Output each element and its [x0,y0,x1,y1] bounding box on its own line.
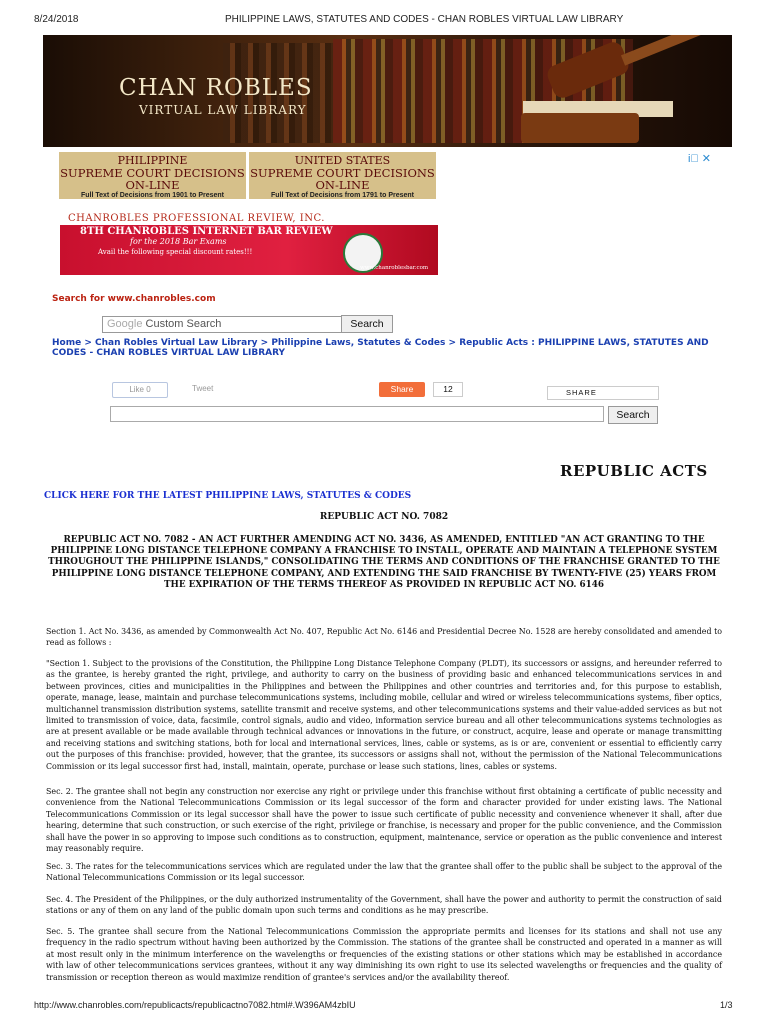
ad-line: CHANROBLES PROFESSIONAL REVIEW, INC. [68,213,325,224]
print-date: 8/24/2018 [34,14,79,25]
ad-line: www.chanroblesbar.com [360,265,429,271]
ad-line: Full Text of Decisions from 1901 to Present [80,191,225,199]
latest-laws-link[interactable]: CLICK HERE FOR THE LATEST PHILIPPINE LAWS, STATUTES & CODES [44,491,412,501]
addthis-label: SHARE [566,388,597,397]
act-number: REPUBLIC ACT NO. 7082 [319,512,449,522]
facebook-like-button[interactable]: Like 0 [112,382,168,398]
google-search-input[interactable] [102,316,342,333]
bar-review-ad[interactable] [60,213,438,275]
page-number: 1/3 [720,1000,733,1010]
tweet-button[interactable]: Tweet [192,384,214,393]
section-paragraph: "Section 1. Subject to the provisions of the Constitution, the Philippine Long Distance Telephone Company (PLDT), its successors or assigns, and hereunder referred to as the grantee, is hereby granted the right, privilege, and authority to carry on the business of providing basic and enhanced telecommunications services in and between provinces, cities and municipalities in the Philippines and between the Philippines and other countries and territories and, for this purpose to establish, operate, manage, lease, maintain and purchase telecommunications systems, including mobile, cellular and wired or wireless telecommunications systems, fiber optics, multichannel transmission distribution systems, satellite transmit and receive systems, and other telecommunications systems and their value-added services as but not limited to transmission of voice, data, facsimile, control signals, audio and video, information service bureau and all other telecommunications systems technologies as are at present available or be made available through technical advances or innovations in the future, or construct, acquire, lease and operate or manage transmitting and receiving stations and switching stations, both for local and international services, lines, cable or systems, as is or are, convenient or essential to efficiently carry out the purposes of this franchise: provided, however, that the grantee, its successors or assigns shall not, without the permission of the National Telecommunications Commission or its legal successor first had, install, maintain, operate, purchase or lease such stations, lines, cables or systems. [46,659,722,771]
breadcrumb[interactable]: Home > Chan Robles Virtual Law Library > Philippine Laws, Statutes & Codes > Republic Acts : PHILIPPINE LAWS, STATUTES AND CODES - CHAN ROBLES VIRTUAL LAW LIBRARY [52,338,709,358]
page-heading: REPUBLIC ACTS [560,462,708,480]
search-placeholder: Custom Search [145,318,222,330]
gavel-base-image [521,113,639,143]
ad-line: Full Text of Decisions from 1791 to Present [270,191,415,199]
google-search-button[interactable]: Search [341,315,393,333]
section-paragraph: Section 1. Act No. 3436, as amended by Commonwealth Act No. 407, Republic Act No. 6146 and Presidential Decree No. 1528 are hereby consolidated and amended to read as follows : [46,627,722,648]
site-banner[interactable] [43,35,732,147]
site-subtitle: VIRTUAL LAW LIBRARY [139,103,307,117]
ad-line: PHILIPPINE [117,154,188,167]
ad-line: SUPREME COURT DECISIONS [250,165,435,180]
ad-ph-supreme-court[interactable] [59,152,246,199]
ad-line: ON-LINE [125,177,180,192]
site-search-input[interactable] [110,406,604,422]
site-brand: CHAN ROBLES [119,75,313,101]
ad-line: Avail the following special discount rates!!! [98,248,253,256]
section-paragraph: Sec. 3. The rates for the telecommunications services which are regulated under the law that the grantee shall offer to the public shall be subject to the approval of the National Telecommunications Commission or its legal successor. [46,862,722,883]
section-paragraph: Sec. 2. The grantee shall not begin any construction nor exercise any right or privilege under this franchise without first obtaining a certificate of public necessity and convenience from the National Telecommunications Commission or its legal successor of the form and character provided for under existing laws. The National Telecommunications Commission or its legal successor shall have the power to issue such certificate of public necessity and convenience whenever it shall, after due hearing, determine that such construction, or such exercise of the right, privilege or franchise, is necessary and proper for the public convenience, and the Commission shall have the power in so approving to impose such conditions as to construction, equipment, maintenance, service or operation as the public convenience and interest may reasonably require. [46,787,722,854]
section-paragraph: Sec. 5. The grantee shall secure from the National Telecommunications Commission the appropriate permits and licenses for its stations and shall not use any frequency in the radio spectrum without having been authorized by the Commission. The stations of the grantee shall be constructed and operated in a manner as will at most result only in the minimum interference on the wavelengths or frequencies of the existing stations or other stations which may be established in accordance with law of other telecommunications services grantees, without it any way diminishing its own right to use its selected wavelengths or frequencies and the quality of transmission or reception thereon as would maximize rendition of grantee's services and/or the availability thereof. [46,927,722,982]
act-title: REPUBLIC ACT NO. 7082 - AN ACT FURTHER AMENDING ACT NO. 3436, AS AMENDED, ENTITLED "AN ACT GRANTING TO THE PHILIPPINE LONG DISTANCE TELEPHONE COMPANY A FRANCHISE TO INSTALL, OPERATE AND MAINTAIN A TELEPHONE SYSTEM THROUGHOUT THE PHILIPPINE ISLANDS," CONSOLIDATING THE TERMS AND CONDITIONS OF THE FRANCHISE GRANTED TO THE PHILIPPINE LONG DISTANCE TELEPHONE COMPANY, AND EXTENDING THE SAID FRANCHISE BY TWENTY-FIVE (25) YEARS FROM THE EXPIRATION OF THE TERMS THEREOF AS PROVIDED IN REPUBLIC ACT NO. 6146 [48,535,720,590]
print-url: http://www.chanrobles.com/republicacts/republicactno7082.html#.W396AM4zbIU [34,1000,356,1010]
ad-line: for the 2018 Bar Exams [130,237,227,246]
addthis-share-button[interactable] [547,386,659,400]
ad-line: SUPREME COURT DECISIONS [60,165,245,180]
gavel-handle-image [621,35,727,66]
share-count: 12 [433,382,463,397]
ad-us-supreme-court[interactable] [249,152,436,199]
ad-line: 8TH CHANROBLES INTERNET BAR REVIEW [80,226,333,237]
ad-line: ON-LINE [315,177,370,192]
section-paragraph: Sec. 4. The President of the Philippines, or the duly authorized instrumentality of the Government, shall have the power and authority to permit the construction of said stations or any of them on any land of the public domain upon such terms and conditions as he may prescribe. [46,895,722,916]
search-for-label: Search for www.chanrobles.com [52,294,216,304]
site-search-button[interactable]: Search [608,406,658,424]
google-logo: Google [107,318,143,330]
print-title: PHILIPPINE LAWS, STATUTES AND CODES - CHAN ROBLES VIRTUAL LAW LIBRARY [225,14,624,25]
share-button[interactable]: Share [379,382,425,397]
ad-choices-icon[interactable]: i⃝ ✕ [688,153,711,165]
ad-line: UNITED STATES [294,154,391,167]
